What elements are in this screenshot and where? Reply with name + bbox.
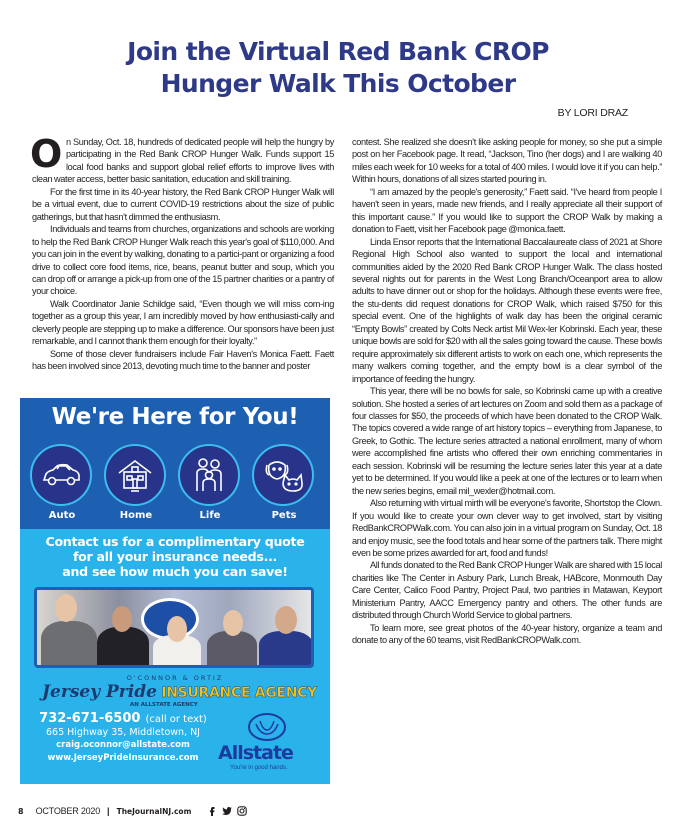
category-label-life: Life — [199, 510, 221, 521]
instagram-icon[interactable] — [237, 806, 247, 816]
person — [259, 631, 313, 665]
phone-number[interactable]: 732-671-6500 — [39, 711, 141, 726]
ad-quote: Contact us for a complimentary quote for all your insurance needs... and see how much you can save! — [45, 534, 305, 579]
paragraph: This year, there will be no bowls for sale, so Kobrinski came up with a creative solution. She hosted a series of art lectures on Zoom and sold them as a package of four classes for $50, the proceeds of which have been donated to the CROP Walk. The topics covered a wide range of art history topics – everything from Japanese, to Greek, to Gothic. The lecture series attracted a national enrollment, many of whom were accomplished fine artists who offered their own enriching commentaries in each session. Kobrinski will be resuming the lecture series later this year at a date yet to be determined. If you would like a peek at one of the lectures or to learn when the new series begins, email mil_wexler@hotmail.com. — [352, 386, 662, 496]
article-column-right — [352, 136, 662, 647]
site-link[interactable]: TheJournalNJ.com — [116, 806, 192, 816]
facebook-icon[interactable] — [207, 806, 217, 816]
title-line-2: Hunger Walk This October — [160, 69, 516, 98]
house-icon — [104, 444, 166, 506]
drop-cap: O — [30, 132, 62, 176]
agency-owners: O'CONNOR & ORTIZ — [126, 674, 224, 682]
title-line-1: Join the Virtual Red Bank CROP — [127, 37, 549, 66]
pets-icon — [252, 444, 314, 506]
paragraph: Linda Ensor reports that the International Baccalaureate class of 2021 at Shore Regional High School also wanted to support the local and international communities aided by the 2020 Red Bank CROP Hunger Walk. The class hosted several nights out for parents in the West Long Branch/Oceanport area to allow adults to have dinner out or shop for the holidays. Although these events were free, the stu-dents did request donations for CROP Walk, which raised $750 for this special event. One of the highlights of walk day has been the original ceramic “Empty Bowls” created by Colts Neck artist Mil Wex-ler Kobrinski. Each year, these unique bowls are sold for $20 with all the sales going toward the cause. These bowls require approximately six different artists to work on each one, which represents the many walkers coming together, and the empty bowl is a clear symbol of the importance of feeding the hungry. — [352, 236, 662, 384]
email-link[interactable]: craig.oconnor@allstate.com — [56, 740, 190, 750]
car-icon — [30, 444, 92, 506]
article-column-left — [30, 132, 334, 373]
brand-script: Jersey Pride — [42, 682, 157, 702]
paragraph: contest. She realized she doesn't like asking people for money, so she put a simple post on her Facebook page. It read, “Jackson, Tino (her dogs) and I are walking 40 miles each week for 10 weeks for a total of 400 miles. I would love it if you can help.” Within hours, donations of all sizes started pouring in. — [352, 137, 662, 185]
paragraph: “I am amazed by the people's generosity,” Faett said. “I've heard from people I haven't seen in years, made new friends, and I really appreciate all their support of this important cause.” If you would like to support the CROP Walk by making a donation to Faett, visit her Facebook page @monica.faett. — [352, 186, 662, 235]
issue-date: OCTOBER 2020 — [35, 806, 101, 816]
paragraph: Some of those clever fundraisers include Fair Haven's Monica Faett. Faett has been involved since 2013, devoting much time to the banner and poster — [32, 348, 334, 372]
paragraph: Individuals and teams from churches, organizations and schools are working to help the Red Bank CROP Hunger Walk reach this year's goal of $110,000. And you can join in the event by walking, donating to a partici-pant or organizing a food drive to collect core food items, rice, beans, peanut butter and soup, which you can drop off or arrange a pick-up from one of the 15 partner charities or a pantry of your choice. — [32, 224, 334, 297]
allstate-tagline: You're in good hands. — [230, 765, 288, 771]
insurance-advertisement[interactable] — [20, 398, 330, 784]
allstate-hands-icon — [246, 712, 288, 742]
byline: BY LORI DRAZ — [557, 107, 628, 119]
person — [97, 627, 149, 665]
allstate-logo-text: Allstate — [218, 742, 293, 764]
page-footer — [18, 804, 252, 818]
brand-block: INSURANCE AGENCY — [161, 685, 317, 701]
person — [207, 631, 257, 665]
sub-agency: AN ALLSTATE AGENCY — [130, 702, 198, 708]
paragraph: All funds donated to the Red Bank CROP Hunger Walk are shared with 15 local charities like The Center in Asbury Park, Lunch Break, HABcore, Monmouth Day Care Center, Calico Food Pantry, Project Paul, two pantries in Matawan, Keyport Ministerium Pantry, AACC Emergency pantry and others. The other funds are distributed through Church World Service to global partners. — [352, 560, 662, 621]
agency-brand — [42, 682, 317, 702]
paragraph: For the first time in its 40-year history, the Red Bank CROP Hunger Walk will be a virtual event, due to current COVID-19 restrictions about the size of public gatherings, but that hasn't dimmed the enthusiasm. — [32, 186, 334, 222]
website-link[interactable]: www.JerseyPrideInsurance.com — [47, 753, 199, 763]
paragraph: To learn more, see great photos of the 40-year history, organize a team and donate to any of the 60 teams, visit RedBankCROPWalk.com. — [352, 622, 662, 646]
page-number: 8 — [18, 806, 24, 816]
family-icon — [178, 444, 240, 506]
category-label-auto: Auto — [48, 510, 76, 521]
paragraph: On Sunday, Oct. 18, hundreds of dedicated people will help the hungry by participating in the Red Bank CROP Hunger Walk. Funds support 15 local food banks and support global relief efforts to improve lives with clean water access, better basic sanitation, education and skill training. — [30, 132, 334, 185]
footer-separator: | — [107, 806, 110, 816]
address: 665 Highway 35, Middletown, NJ — [45, 727, 200, 738]
agency-team-photo — [34, 587, 314, 668]
agency-contact — [28, 710, 218, 765]
article-title — [0, 36, 676, 100]
category-label-home: Home — [119, 510, 153, 521]
category-label-pets: Pets — [271, 510, 297, 521]
person — [41, 621, 97, 665]
ad-headline: We're Here for You! — [51, 404, 299, 430]
phone-note: (call or text) — [145, 714, 207, 725]
paragraph: Also returning with virtual mirth will be everyone's favorite, Shortstop the Clown. If you would like to create your own clever way to get involved, start by visiting RedBankCROPWalk.com. You can also join in a virtual program on Sunday, Oct. 18 and enjoy music, see the food totals and hear some of the partners talk. There might even be some prizes awarded for art, food and funds! — [352, 498, 662, 558]
twitter-icon[interactable] — [222, 806, 232, 816]
paragraph: Walk Coordinator Janie Schildge said, “Even though we will miss com-ing together as a group this year, I am incredibly moved by how enthusiasti-cally and cleverly people are stepping up to make a difference. Our sponsors have been just remarkable, and I cannot thank them enough for their loyalty.” — [32, 298, 334, 347]
